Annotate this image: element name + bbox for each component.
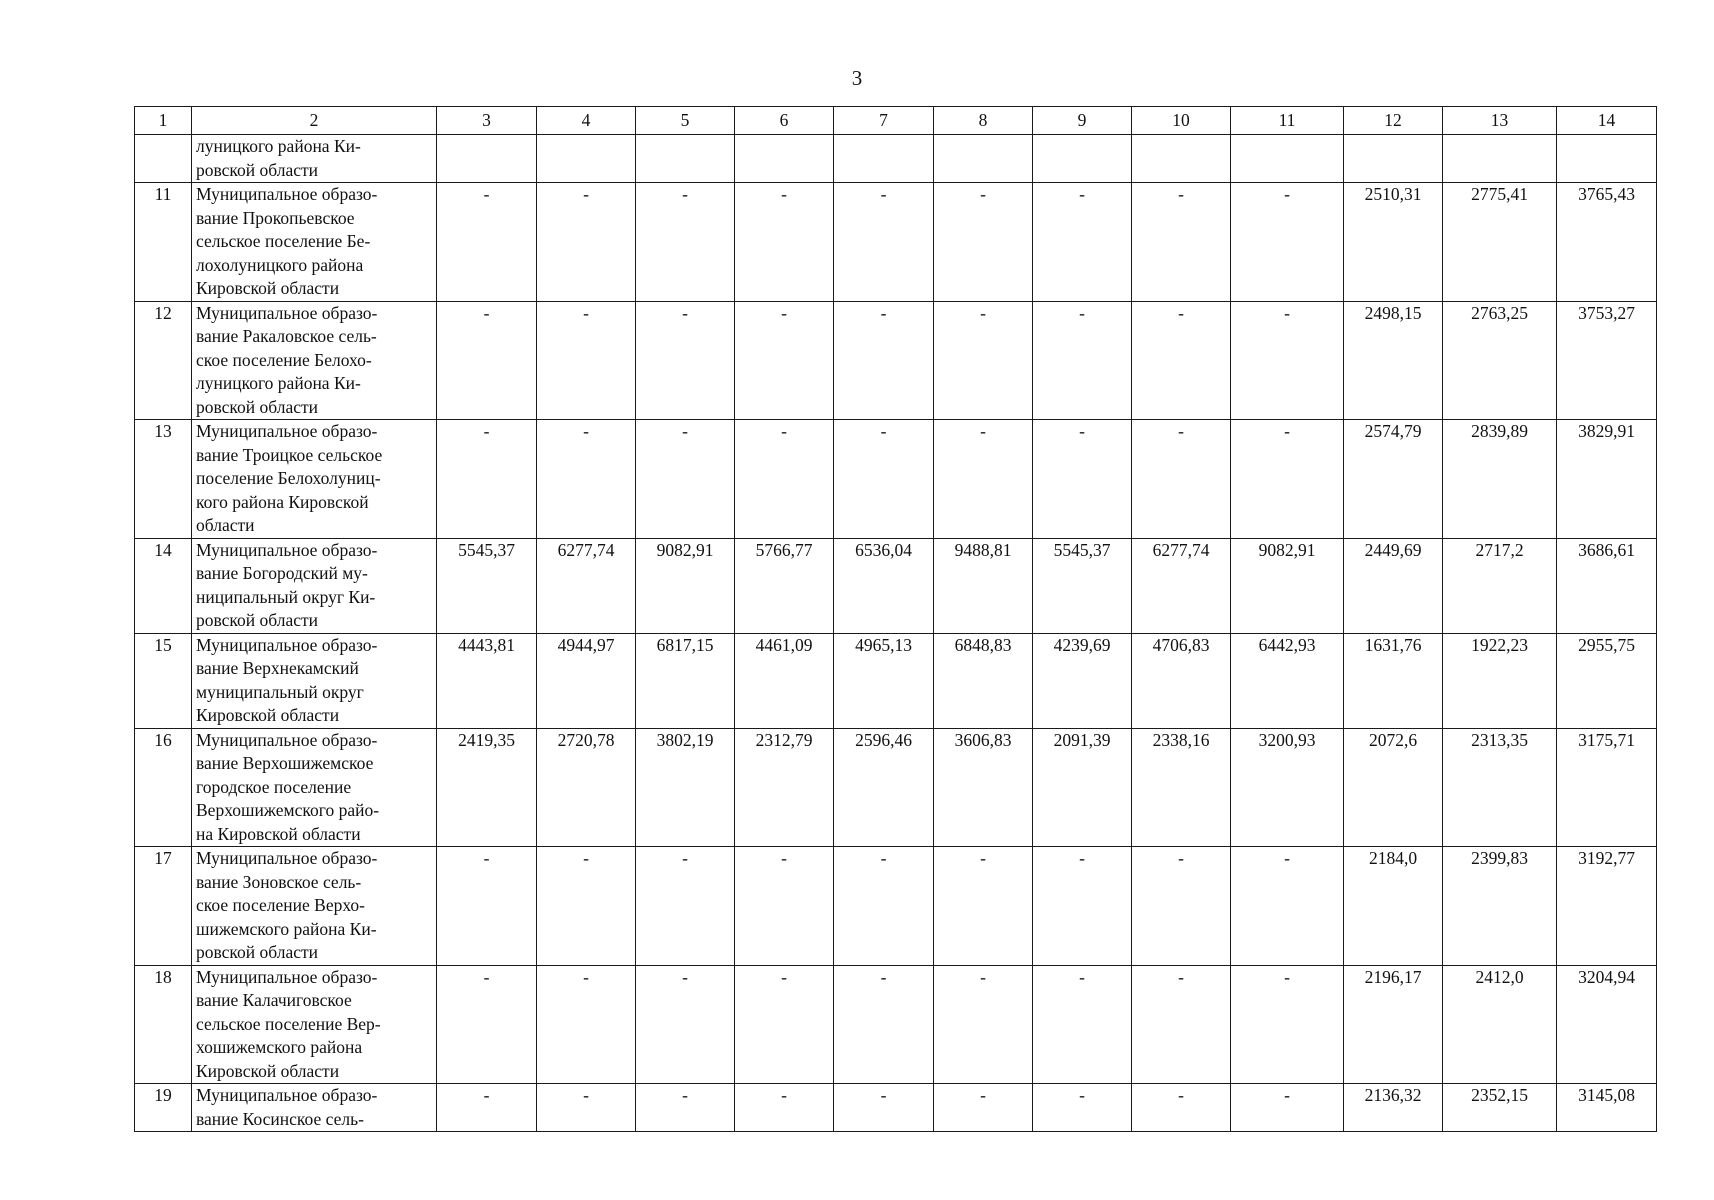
- value-cell: 2184,0: [1344, 847, 1443, 966]
- value-cell: 2510,31: [1344, 183, 1443, 302]
- value-cell: -: [1132, 301, 1231, 420]
- value-cell: 2775,41: [1443, 183, 1557, 302]
- municipality-name-line: Муниципальное образо-: [196, 1085, 378, 1105]
- municipality-name: [192, 633, 437, 728]
- value-cell: 2498,15: [1344, 301, 1443, 420]
- row-number: 16: [135, 728, 192, 847]
- municipality-name-line: Кировской области: [196, 1060, 340, 1081]
- value-cell: 3192,77: [1557, 847, 1657, 966]
- value-cell: [1033, 135, 1132, 183]
- value-cell: 2136,32: [1344, 1084, 1443, 1132]
- municipality-name: [192, 135, 437, 183]
- value-cell: 6848,83: [934, 633, 1033, 728]
- value-cell: -: [1132, 183, 1231, 302]
- value-cell: 3175,71: [1557, 728, 1657, 847]
- value-cell: 4461,09: [735, 633, 834, 728]
- value-cell: -: [437, 420, 537, 539]
- municipality-name-line: ровской области: [196, 396, 319, 417]
- value-cell: -: [834, 420, 934, 539]
- table-row: [135, 847, 1657, 966]
- value-cell: 2449,69: [1344, 538, 1443, 633]
- municipality-name-line: Муниципальное образо-: [196, 302, 378, 323]
- column-header: 8: [934, 107, 1033, 135]
- municipality-name: [192, 301, 437, 420]
- municipality-name-line: Верхошижемского райо-: [196, 800, 380, 820]
- value-cell: 2091,39: [1033, 728, 1132, 847]
- value-cell: 2574,79: [1344, 420, 1443, 539]
- value-cell: 5766,77: [735, 538, 834, 633]
- value-cell: 3753,27: [1557, 301, 1657, 420]
- value-cell: 6277,74: [537, 538, 636, 633]
- value-cell: -: [437, 183, 537, 302]
- value-cell: -: [1132, 1084, 1231, 1132]
- column-header: 10: [1132, 107, 1231, 135]
- value-cell: 2596,46: [834, 728, 934, 847]
- value-cell: 4706,83: [1132, 633, 1231, 728]
- value-cell: -: [735, 1084, 834, 1132]
- value-cell: -: [537, 965, 636, 1084]
- municipality-name-line: Муниципальное образо-: [196, 848, 378, 868]
- value-cell: 6536,04: [834, 538, 934, 633]
- value-cell: -: [735, 183, 834, 302]
- municipality-name-line: луницкого района Ки-: [196, 373, 361, 393]
- municipality-name: [192, 538, 437, 633]
- municipality-name-line: Кировской области: [196, 278, 340, 298]
- table-row: [135, 965, 1657, 1084]
- value-cell: -: [834, 301, 934, 420]
- value-cell: -: [834, 847, 934, 966]
- value-cell: 2717,2: [1443, 538, 1557, 633]
- value-cell: -: [1033, 847, 1132, 966]
- row-number: 14: [135, 538, 192, 633]
- value-cell: -: [437, 965, 537, 1084]
- row-number: 11: [135, 183, 192, 302]
- municipality-name-line: ское поселение Верхо-: [196, 895, 366, 915]
- municipality-name-line: Муниципальное образо-: [196, 184, 378, 204]
- value-cell: 1922,23: [1443, 633, 1557, 728]
- municipality-name-line: Муниципальное образо-: [196, 634, 378, 655]
- municipality-name-line: вание Богородский му-: [196, 563, 368, 583]
- municipality-name-line: на Кировской области: [196, 823, 361, 844]
- table-row: [135, 135, 1657, 183]
- municipality-name-line: Муниципальное образо-: [196, 539, 378, 560]
- column-header: 7: [834, 107, 934, 135]
- value-cell: 3606,83: [934, 728, 1033, 847]
- value-cell: -: [1231, 183, 1344, 302]
- municipality-name-line: Муниципальное образо-: [196, 729, 378, 750]
- value-cell: -: [437, 847, 537, 966]
- value-cell: -: [735, 420, 834, 539]
- value-cell: 9488,81: [934, 538, 1033, 633]
- table-row: [135, 1084, 1657, 1132]
- value-cell: 2955,75: [1557, 633, 1657, 728]
- value-cell: 2399,83: [1443, 847, 1557, 966]
- value-cell: 4239,69: [1033, 633, 1132, 728]
- value-cell: [1344, 135, 1443, 183]
- value-cell: -: [1033, 965, 1132, 1084]
- value-cell: -: [834, 965, 934, 1084]
- table-row: [135, 183, 1657, 302]
- municipality-name-line: ровской области: [196, 159, 319, 180]
- column-header-row: [135, 107, 1657, 135]
- municipality-name-line: муниципальный округ: [196, 681, 364, 702]
- municipality-name-line: вание Верхнекамский: [196, 658, 359, 678]
- municipality-name-line: лохолуницкого района: [196, 254, 364, 275]
- value-cell: -: [934, 847, 1033, 966]
- municipality-name-line: вание Прокопьевское: [196, 207, 355, 228]
- value-cell: -: [537, 1084, 636, 1132]
- row-number: 18: [135, 965, 192, 1084]
- value-cell: -: [636, 301, 735, 420]
- value-cell: [1443, 135, 1557, 183]
- tariff-table: [134, 106, 1657, 1132]
- value-cell: -: [1033, 301, 1132, 420]
- value-cell: 4443,81: [437, 633, 537, 728]
- municipality-name-line: ровской области: [196, 610, 319, 630]
- value-cell: 6817,15: [636, 633, 735, 728]
- municipality-name-line: сельское поселение Бе-: [196, 231, 371, 251]
- value-cell: 3765,43: [1557, 183, 1657, 302]
- value-cell: -: [1231, 420, 1344, 539]
- value-cell: 3829,91: [1557, 420, 1657, 539]
- value-cell: 4965,13: [834, 633, 934, 728]
- value-cell: -: [537, 420, 636, 539]
- row-number: [135, 135, 192, 183]
- value-cell: -: [934, 183, 1033, 302]
- column-header: 11: [1231, 107, 1344, 135]
- municipality-name-line: шижемского района Ки-: [196, 918, 377, 939]
- value-cell: 5545,37: [1033, 538, 1132, 633]
- value-cell: 2072,6: [1344, 728, 1443, 847]
- value-cell: -: [636, 420, 735, 539]
- value-cell: -: [834, 1084, 934, 1132]
- municipality-name: [192, 420, 437, 539]
- municipality-name: [192, 183, 437, 302]
- column-header: 5: [636, 107, 735, 135]
- value-cell: 1631,76: [1344, 633, 1443, 728]
- value-cell: [1132, 135, 1231, 183]
- value-cell: -: [437, 301, 537, 420]
- value-cell: 3204,94: [1557, 965, 1657, 1084]
- municipality-name-line: луницкого района Ки-: [196, 136, 361, 156]
- value-cell: -: [1132, 847, 1231, 966]
- value-cell: -: [735, 965, 834, 1084]
- municipality-name-line: Муниципальное образо-: [196, 966, 378, 987]
- column-header: 3: [437, 107, 537, 135]
- value-cell: 5545,37: [437, 538, 537, 633]
- value-cell: -: [1231, 965, 1344, 1084]
- value-cell: -: [934, 965, 1033, 1084]
- value-cell: -: [636, 183, 735, 302]
- column-header: 6: [735, 107, 834, 135]
- value-cell: 6277,74: [1132, 538, 1231, 633]
- value-cell: 9082,91: [1231, 538, 1344, 633]
- value-cell: [735, 135, 834, 183]
- value-cell: 2763,25: [1443, 301, 1557, 420]
- municipality-name: [192, 965, 437, 1084]
- row-number: 17: [135, 847, 192, 966]
- municipality-name-line: сельское поселение Вер-: [196, 1013, 381, 1034]
- value-cell: -: [437, 1084, 537, 1132]
- value-cell: [1231, 135, 1344, 183]
- value-cell: -: [636, 847, 735, 966]
- municipality-name-line: вание Калачиговское: [196, 990, 352, 1010]
- municipality-name-line: Муниципальное образо-: [196, 421, 378, 441]
- value-cell: 2419,35: [437, 728, 537, 847]
- municipality-name-line: ское поселение Белохо-: [196, 349, 372, 370]
- municipality-name-line: кого района Кировской: [196, 491, 369, 512]
- column-header: 14: [1557, 107, 1657, 135]
- value-cell: 3802,19: [636, 728, 735, 847]
- value-cell: [934, 135, 1033, 183]
- value-cell: -: [834, 183, 934, 302]
- page-number: 3: [851, 66, 863, 90]
- municipality-name-line: городское поселение: [196, 776, 352, 797]
- value-cell: -: [934, 301, 1033, 420]
- value-cell: -: [735, 847, 834, 966]
- value-cell: 2720,78: [537, 728, 636, 847]
- value-cell: 6442,93: [1231, 633, 1344, 728]
- municipality-name-line: вание Ракаловское сель-: [196, 326, 377, 346]
- table-body: [135, 107, 1657, 1132]
- municipality-name-line: ровской области: [196, 942, 319, 962]
- table-row: [135, 633, 1657, 728]
- value-cell: 2352,15: [1443, 1084, 1557, 1132]
- value-cell: -: [636, 1084, 735, 1132]
- value-cell: -: [1132, 420, 1231, 539]
- municipality-name: [192, 847, 437, 966]
- value-cell: -: [1231, 1084, 1344, 1132]
- value-cell: 4944,97: [537, 633, 636, 728]
- value-cell: -: [1231, 301, 1344, 420]
- value-cell: -: [537, 847, 636, 966]
- row-number: 12: [135, 301, 192, 420]
- row-number: 19: [135, 1084, 192, 1132]
- municipality-name-line: вание Зоновское сель-: [196, 871, 362, 892]
- value-cell: -: [537, 301, 636, 420]
- value-cell: 3200,93: [1231, 728, 1344, 847]
- value-cell: -: [1033, 183, 1132, 302]
- value-cell: -: [934, 420, 1033, 539]
- value-cell: [1557, 135, 1657, 183]
- table-row: [135, 728, 1657, 847]
- value-cell: [636, 135, 735, 183]
- value-cell: -: [1132, 965, 1231, 1084]
- column-header: 12: [1344, 107, 1443, 135]
- column-header: 9: [1033, 107, 1132, 135]
- municipality-name-line: вание Верхошижемское: [196, 753, 374, 773]
- value-cell: 3686,61: [1557, 538, 1657, 633]
- municipality-name-line: вание Косинское сель-: [196, 1108, 364, 1129]
- value-cell: 2196,17: [1344, 965, 1443, 1084]
- value-cell: 2338,16: [1132, 728, 1231, 847]
- column-header: 4: [537, 107, 636, 135]
- value-cell: [437, 135, 537, 183]
- column-header: 13: [1443, 107, 1557, 135]
- municipality-name: [192, 728, 437, 847]
- municipality-name-line: поселение Белохолуниц-: [196, 468, 381, 488]
- table-row: [135, 301, 1657, 420]
- row-number: 13: [135, 420, 192, 539]
- value-cell: -: [636, 965, 735, 1084]
- value-cell: -: [1231, 847, 1344, 966]
- municipality-name: [192, 1084, 437, 1132]
- column-header: 2: [192, 107, 437, 135]
- municipality-name-line: области: [196, 515, 255, 535]
- value-cell: -: [1033, 1084, 1132, 1132]
- value-cell: 2312,79: [735, 728, 834, 847]
- value-cell: -: [1033, 420, 1132, 539]
- municipality-name-line: ниципальный округ Ки-: [196, 586, 376, 607]
- value-cell: 9082,91: [636, 538, 735, 633]
- value-cell: 2412,0: [1443, 965, 1557, 1084]
- value-cell: 3145,08: [1557, 1084, 1657, 1132]
- column-header: 1: [135, 107, 192, 135]
- municipality-name-line: вание Троицкое сельское: [196, 444, 383, 465]
- value-cell: -: [735, 301, 834, 420]
- municipality-name-line: Кировской области: [196, 705, 340, 725]
- value-cell: -: [934, 1084, 1033, 1132]
- row-number: 15: [135, 633, 192, 728]
- value-cell: [834, 135, 934, 183]
- value-cell: 2313,35: [1443, 728, 1557, 847]
- value-cell: [537, 135, 636, 183]
- value-cell: 2839,89: [1443, 420, 1557, 539]
- table-row: [135, 538, 1657, 633]
- value-cell: -: [537, 183, 636, 302]
- table-row: [135, 420, 1657, 539]
- municipality-name-line: хошижемского района: [196, 1037, 363, 1057]
